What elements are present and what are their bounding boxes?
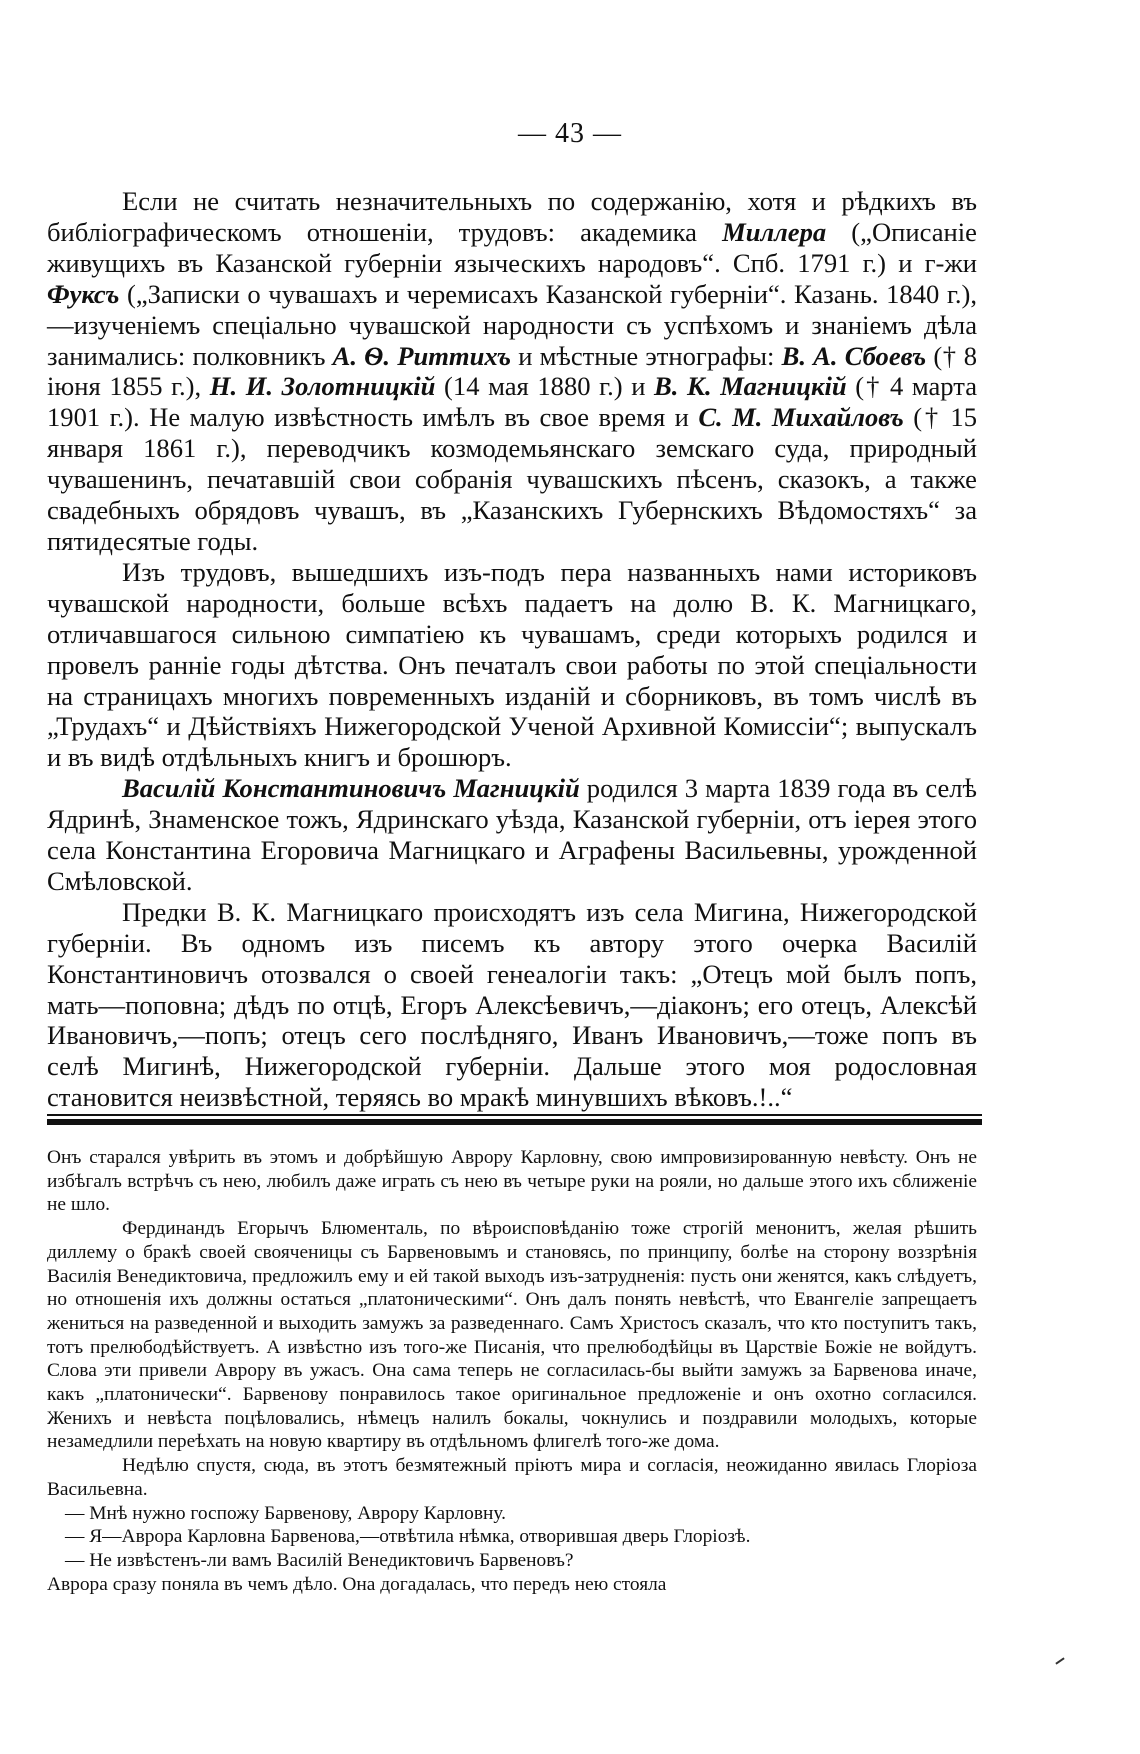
separator-thin-line [47,1114,982,1116]
page-number: — 43 — [518,118,622,149]
dialogue-line-3: — Не извѣстенъ-ли вамъ Василій Венедиктовичъ Барвеновъ? [65,1549,574,1571]
separator-thick-line [47,1119,982,1125]
footnote-paragraph-1: Онъ старался увѣрить въ этомъ и добрѣйшую Аврору Карловну, свою импровизированную невѣсту. Онъ не избѣгалъ встрѣчъ съ нею, любилъ даже играть съ нею въ четыре руки на рояли, но дальше этого ихъ сближеніе не шло. [47,1147,977,1216]
dialogue-line-2: — Я—Аврора Карловна Барвенова,—отвѣтила нѣмка, отворившая дверь Глоріозѣ. [65,1526,751,1548]
name-fuks: Фуксъ [47,278,120,309]
paragraph-2: Изъ трудовъ, вышедшихъ изъ-подъ пера названныхъ нами историковъ чувашской народности, больше всѣхъ падаетъ на долю В. К. Магницкаго, отличавшагося сильною симпатіею къ чувашамъ, среди которыхъ родился и провелъ ранніе годы дѣтства. Онъ печаталъ свои работы по этой спеціальности на страницахъ многихъ повременныхъ изданій и сборниковъ, въ томъ числѣ въ „Трудахъ“ и Дѣйствіяхъ Нижегородской Ученой Архивной Комиссіи“; выпускалъ и въ видѣ отдѣльныхъ книгъ и брошюръ. [47,556,977,773]
name-zolotnitsky: Н. И. Золотницкій [209,371,436,402]
name-sboev: В. А. Сбоевъ [781,340,927,371]
name-magnitsky: В. К. Магницкій [654,371,847,402]
name-mikhailov: С. М. Михайловъ [698,402,904,433]
dialogue-line-1: — Мнѣ нужно госпожу Барвенову, Аврору Карловну. [65,1502,507,1524]
main-text [47,186,977,1113]
paragraph-4: Предки В. К. Магницкаго происходятъ изъ села Мигина, Нижегородской губерніи. Въ одномъ изъ писемъ къ автору этого очерка Василій Константиновичъ отозвался о своей генеалогіи такъ: „Отецъ мой былъ попъ, мать—поповна; дѣдъ по отцѣ, Егоръ Алексѣевичъ,—діаконъ; его отецъ, Алексѣй Ивановичъ,—попъ; отецъ сего послѣдняго, Иванъ Ивановичъ,—тоже попъ въ селѣ Мигинѣ, Нижегородской губерніи. Дальше этого моя родословная становится неизвѣстной, теряясь во мракѣ минувшихъ вѣковъ.!..“ [47,896,977,1113]
name-rittikh: А. Ѳ. Риттихъ [332,340,512,371]
paragraph-3: Василій Константиновичъ Магницкій родился 3 марта 1839 года въ селѣ Ядринѣ, Знаменское тожъ, Ядринскаго уѣзда, Казанской губерніи, отъ іерея этого села Константина Егоровича Магницкаго и Аграфены Васильевны, урожденной Смѣловской. [47,773,977,896]
footnote-paragraph-4: Аврора сразу поняла въ чемъ дѣло. Она догадалась, что передъ нею стояла [47,1573,667,1595]
stray-pen-mark [1055,1657,1064,1664]
name-magnitsky-full: Василій Константиновичъ Магницкій [122,773,580,804]
footnote-paragraph-2: Фердинандъ Егорычъ Блюменталь, по вѣроисповѣданію тоже строгій менонитъ, желая рѣшить диллему о бракѣ своей свояченицы съ Барвеновымъ и становясь, по принципу, болѣе на сторону воззрѣнія Василія Венедиктовича, предложилъ ему и ей такой выходъ изъ-затрудненія: пусть они женятся, какъ слѣдуетъ, но отношенія ихъ должны остаться „платоническими“. Онъ далъ понять невѣстѣ, что Евангеліе запрещаетъ жениться на разведенной и выходить замужъ за разведеннаго. Самъ Христосъ сказалъ, что кто поступитъ такъ, тотъ прелюбодѣйствуетъ. А извѣстно изъ того-же Писанія, что прелюбодѣйцы въ Царствіе Божіе не войдутъ. Слова эти привели Аврору въ ужасъ. Она сама теперь не согласилась-бы выйти замужъ за Барвенова иначе, какъ „платонически“. Барвенову понравилось такое оригинальное предложеніе и онъ охотно согласился. Женихъ и невѣста поцѣловались, нѣмецъ налилъ бокалы, чокнулись и поздравили молодыхъ, которые незамедлили переѣхать на новую квартиру въ отдѣльномъ флигелѣ того-же дома. [47,1218,977,1453]
footnote-paragraph-3: Недѣлю спустя, сюда, въ этотъ безмятежный пріютъ мира и согласія, неожиданно явилась Глоріоза Васильевна. [47,1455,977,1500]
footnote-text [47,1146,977,1596]
footnote-separator [47,1114,982,1125]
name-miller: Миллера [722,216,827,247]
paragraph-1: Если не считать незначительныхъ по содержанію, хотя и рѣдкихъ въ библіографическомъ отношеніи, трудовъ: академика Миллера („Описаніе живущихъ въ Казанской губерніи языческихъ народовъ“. Спб. 1791 г.) и г-жи Фуксъ („Записки о чувашахъ и черемисахъ Казанской губерніи“. Казань. 1840 г.),—изученіемъ спеціально чувашской народности съ успѣхомъ и знаніемъ дѣла занимались: полковникъ А. Ѳ. Риттихъ и мѣстные этнографы: В. А. Сбоевъ († 8 іюня 1855 г.), Н. И. Золотницкій (14 мая 1880 г.) и В. К. Магницкій († 4 марта 1901 г.). Не малую извѣстность имѣлъ въ свое время и С. М. Михайловъ († 15 января 1861 г.), переводчикъ козмодемьянскаго земскаго суда, природный чувашенинъ, печатавшій свои собранія чувашскихъ пѣсенъ, сказокъ, а также свадебныхъ обрядовъ чувашъ, въ „Казанскихъ Губернскихъ Вѣдомостяхъ“ за пятидесятые годы. [47,186,978,556]
